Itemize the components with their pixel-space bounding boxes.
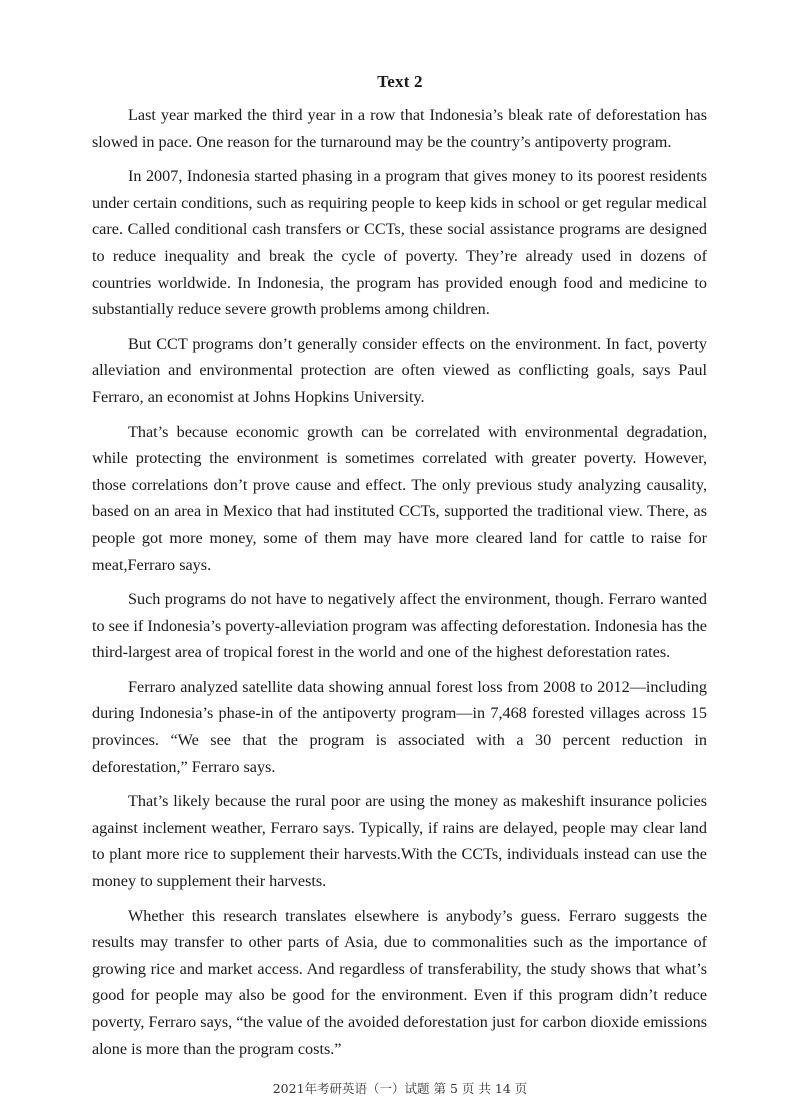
- paragraph-3: But CCT programs don’t generally consider effects on the environment. In fact, poverty alleviation and environmental protection are often viewed as conflicting goals, says Paul Ferraro, an economist at Johns Hopkins University.: [92, 334, 707, 406]
- paragraph-7: That’s likely because the rural poor are using the money as makeshift insurance policies against inclement weather, Ferraro says. Typically, if rains are delayed, people may clear land to plant more rice to supplement their harvests.With the CCTs, individuals instead can use the money to supplement their harvests.: [92, 792, 707, 891]
- text-title: Text 2: [377, 72, 423, 91]
- paragraph-5: Such programs do not have to negatively affect the environment, though. Ferraro wanted to see if Indonesia’s poverty-alleviation program was affecting deforestation. Indonesia has the third-largest area of tropical forest in the world and one of the highest deforestation rates.: [92, 590, 707, 662]
- paragraph-1: Last year marked the third year in a row that Indonesia’s bleak rate of deforestation has slowed in pace. One reason for the turnaround may be the country’s antipoverty program.: [92, 106, 707, 151]
- paragraph-8: Whether this research translates elsewhere is anybody’s guess. Ferraro suggests the results may transfer to other parts of Asia, due to commonalities such as the importance of growing rice and market access. And regardless of transferability, the study shows that what’s good for people may also be good for the environment. Even if this program didn’t reduce poverty, Ferraro says, “the value of the avoided deforestation just for carbon dioxide emissions alone is more than the program costs.”: [92, 906, 707, 1058]
- paragraph-2: In 2007, Indonesia started phasing in a program that gives money to its poorest residents under certain conditions, such as requiring people to keep kids in school or get regular medical care. Called conditional cash transfers or CCTs, these social assistance programs are designed to reduce inequality and break the cycle of poverty. They’re already used in dozens of countries worldwide. In Indonesia, the program has provided enough food and medicine to substantially reduce severe growth problems among children.: [92, 167, 707, 319]
- page-footer: 2021年考研英语（一）试题 第 5 页 共 14 页: [272, 1081, 528, 1096]
- paragraph-4: That’s because economic growth can be correlated with environmental degradation, while protecting the environment is sometimes correlated with greater poverty. However, those correlations don’t prove cause and effect. The only previous study analyzing causality, based on an area in Mexico that had instituted CCTs, supported the traditional view. There, as people got more money, some of them may have more cleared land for cattle to raise for meat,Ferraro says.: [92, 422, 707, 574]
- passage-body: [92, 102, 707, 1070]
- paragraph-6: Ferraro analyzed satellite data showing annual forest loss from 2008 to 2012—including during Indonesia’s phase-in of the antipoverty program—in 7,468 forested villages across 15 provinces. “We see that the program is associated with a 30 percent reduction in deforestation,” Ferraro says.: [92, 677, 707, 776]
